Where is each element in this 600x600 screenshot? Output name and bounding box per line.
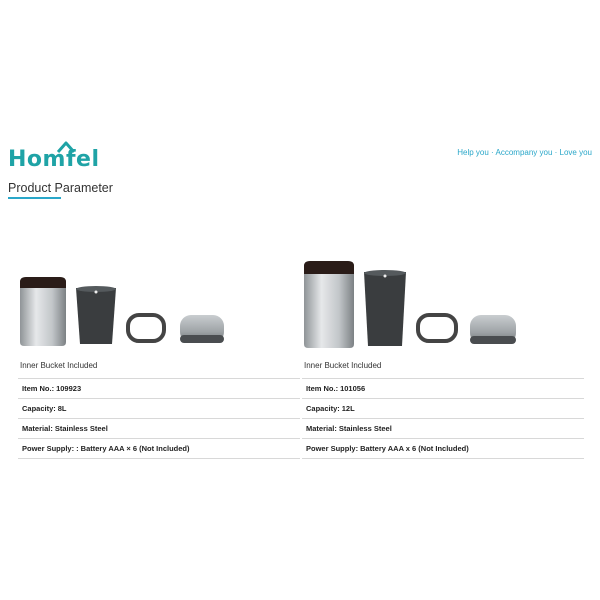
brand-name: Homfel [8, 147, 100, 172]
product-caption: Inner Bucket Included [20, 361, 98, 370]
house-roof-icon [57, 141, 75, 153]
spec-row-material: Material: Stainless Steel [302, 419, 584, 439]
spec-row-material: Material: Stainless Steel [18, 419, 300, 439]
lid-ring-icon [128, 315, 164, 341]
tagline: Help you · Accompany you · Love you [457, 148, 592, 157]
title-underline [8, 197, 61, 199]
spec-row-capacity: Capacity: 12L [302, 399, 584, 419]
spec-row-item-no: Item No.: 101056 [302, 379, 584, 399]
spec-table [18, 378, 300, 459]
spec-row-power-supply: Power Supply: : Battery AAA × 6 (Not Included) [18, 439, 300, 459]
trash-bin-icon [304, 261, 354, 348]
product-images [18, 258, 300, 358]
inner-bucket-icon [76, 286, 116, 344]
spec-table [302, 378, 584, 459]
spec-row-power-supply: Power Supply: Battery AAA x 6 (Not Included) [302, 439, 584, 459]
inner-bucket-icon [364, 270, 406, 346]
page-title: Product Parameter [8, 181, 113, 195]
lid-icon [470, 315, 516, 344]
product-card-12l [302, 258, 584, 458]
product-caption: Inner Bucket Included [304, 361, 382, 370]
trash-bin-icon [20, 277, 66, 346]
spec-row-item-no: Item No.: 109923 [18, 379, 300, 399]
product-card-8l [18, 258, 300, 458]
product-images [302, 258, 584, 358]
lid-icon [180, 315, 224, 343]
brand-logo [8, 143, 99, 171]
lid-ring-icon [418, 315, 456, 341]
spec-row-capacity: Capacity: 8L [18, 399, 300, 419]
